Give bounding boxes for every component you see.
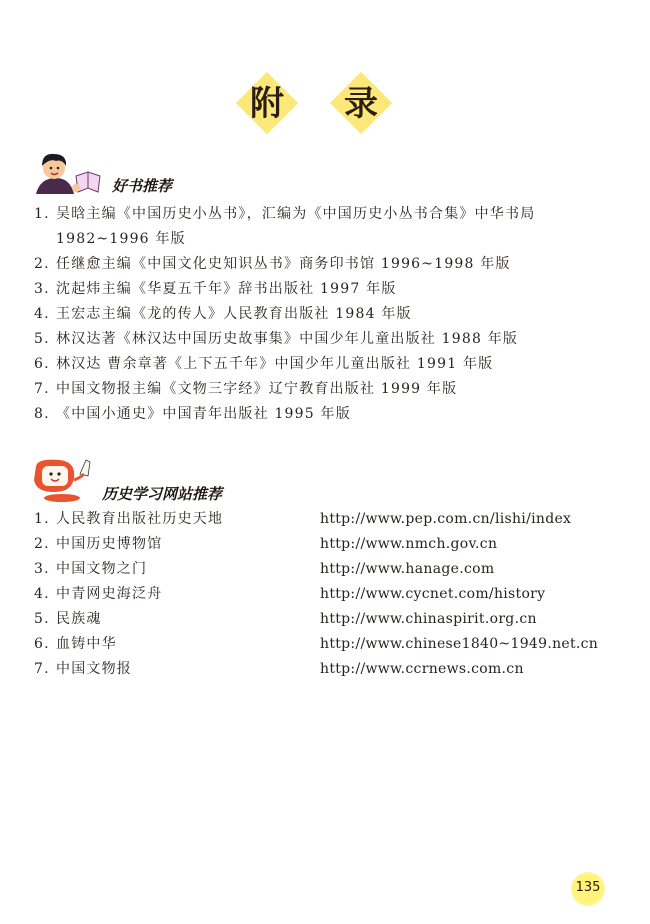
- list-item: 6. 林汉达 曹余章著《上下五千年》中国少年儿童出版社 1991 年版: [34, 356, 494, 372]
- site-url: http://www.hanage.com: [320, 561, 495, 577]
- sites-list: [34, 507, 598, 682]
- books-list: [34, 202, 535, 427]
- sites-section-header: [30, 456, 222, 504]
- site-url: http://www.ccrnews.com.cn: [320, 661, 524, 677]
- books-section-title: 好书推荐: [112, 177, 173, 195]
- site-row: 2. 中国历史博物馆 http://www.nmch.gov.cn: [34, 532, 598, 557]
- site-url: http://www.nmch.gov.cn: [320, 536, 498, 552]
- page-number: 135: [575, 880, 601, 895]
- site-url: http://www.chinaspirit.org.cn: [320, 611, 537, 627]
- site-row: 7. 中国文物报 http://www.ccrnews.com.cn: [34, 657, 598, 682]
- list-item: 5. 林汉达著《林汉达中国历史故事集》中国少年儿童出版社 1988 年版: [34, 331, 519, 347]
- cartoon-computer-icon: [30, 456, 100, 504]
- list-item: 4. 王宏志主编《龙的传人》人民教育出版社 1984 年版: [34, 306, 412, 322]
- title-char-2: 录: [326, 72, 396, 142]
- sites-section-title: 历史学习网站推荐: [102, 485, 223, 503]
- site-row: 5. 民族魂 http://www.chinaspirit.org.cn: [34, 607, 598, 632]
- site-url: http://www.cycnet.com/history: [320, 586, 546, 602]
- list-item: 8. 《中国小通史》中国青年出版社 1995 年版: [34, 406, 351, 422]
- boy-reading-book-icon: [30, 150, 110, 196]
- site-url: http://www.chinese1840~1949.net.cn: [320, 636, 599, 652]
- site-row: 1. 人民教育出版社历史天地 http://www.pep.com.cn/lishi/index: [34, 507, 598, 532]
- books-section-header: [30, 150, 172, 196]
- page-number-badge: [571, 872, 605, 906]
- list-item: 2. 任继愈主编《中国文化史知识丛书》商务印书馆 1996~1998 年版: [34, 256, 511, 272]
- list-item-continuation: 1982~1996 年版: [56, 231, 186, 247]
- list-item: 1. 吴晗主编《中国历史小丛书》，汇编为《中国历史小丛书合集》中华书局: [34, 206, 536, 222]
- site-row: 6. 血铸中华 http://www.chinese1840~1949.net.cn: [34, 632, 598, 657]
- list-item: 7. 中国文物报主编《文物三字经》辽宁教育出版社 1999 年版: [34, 381, 458, 397]
- page-title: [0, 72, 650, 142]
- site-row: 3. 中国文物之门 http://www.hanage.com: [34, 557, 598, 582]
- site-url: http://www.pep.com.cn/lishi/index: [320, 511, 572, 527]
- list-item: 3. 沈起炜主编《华夏五千年》辞书出版社 1997 年版: [34, 281, 397, 297]
- site-row: 4. 中青网史海泛舟 http://www.cycnet.com/history: [34, 582, 598, 607]
- title-char-1: 附: [232, 72, 302, 142]
